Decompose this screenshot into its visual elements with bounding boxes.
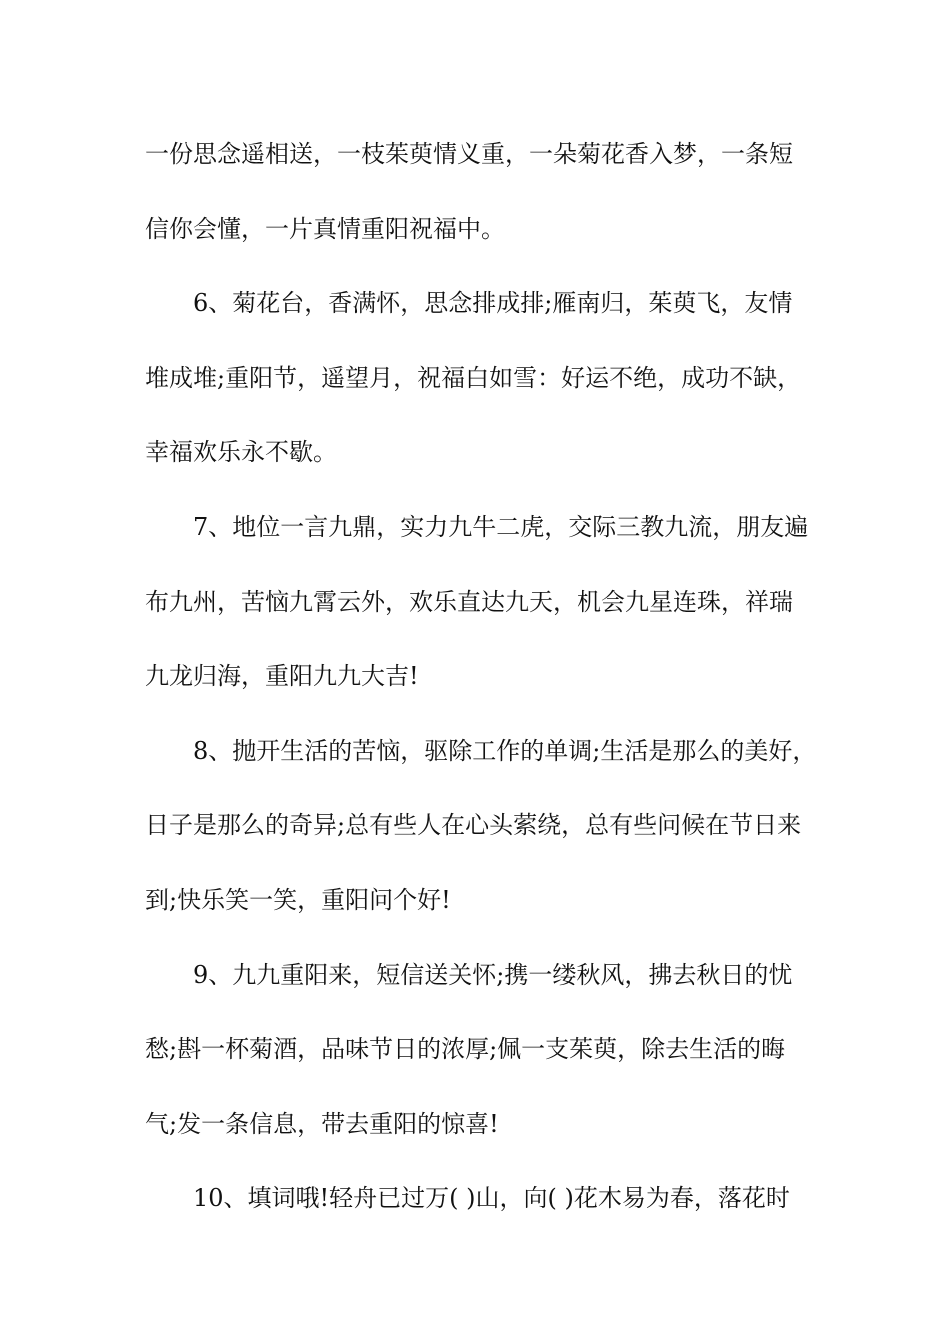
text-line: 信你会懂，一片真情重阳祝福中。 (145, 215, 505, 243)
paragraph-7-start: 7、地位一言九鼎，实力九牛二虎，交际三教九流，朋友遍 (193, 513, 809, 541)
text-line: 愁;斟一杯菊酒，品味节日的浓厚;佩一支茱萸，除去生活的晦 (145, 1035, 786, 1063)
text-line: 气;发一条信息，带去重阳的惊喜! (145, 1110, 499, 1138)
paragraph-8-start: 8、抛开生活的苦恼，驱除工作的单调;生活是那么的美好， (193, 737, 817, 765)
text-line: 日子是那么的奇异;总有些人在心头萦绕，总有些问候在节日来 (145, 811, 802, 839)
text-line: 堆成堆;重阳节，遥望月，祝福白如雪：好运不绝，成功不缺， (145, 364, 802, 392)
text-line: 九龙归海，重阳九九大吉! (145, 662, 419, 690)
text-line: 一份思念遥相送，一枝茱萸情义重，一朵菊花香入梦，一条短 (145, 140, 793, 168)
paragraph-9-start: 9、九九重阳来，短信送关怀;携一缕秋风，拂去秋日的忧 (193, 961, 793, 989)
paragraph-6-start: 6、菊花台，香满怀，思念排成排;雁南归，茱萸飞，友情 (193, 289, 793, 317)
text-line: 布九州，苦恼九霄云外，欢乐直达九天，机会九星连珠，祥瑞 (145, 588, 793, 616)
paragraph-10-start: 10、填词哦!轻舟已过万( )山，向( )花木易为春，落花时 (193, 1184, 790, 1212)
text-line: 幸福欢乐永不歇。 (145, 438, 337, 466)
text-line: 到;快乐笑一笑，重阳问个好! (145, 886, 451, 914)
